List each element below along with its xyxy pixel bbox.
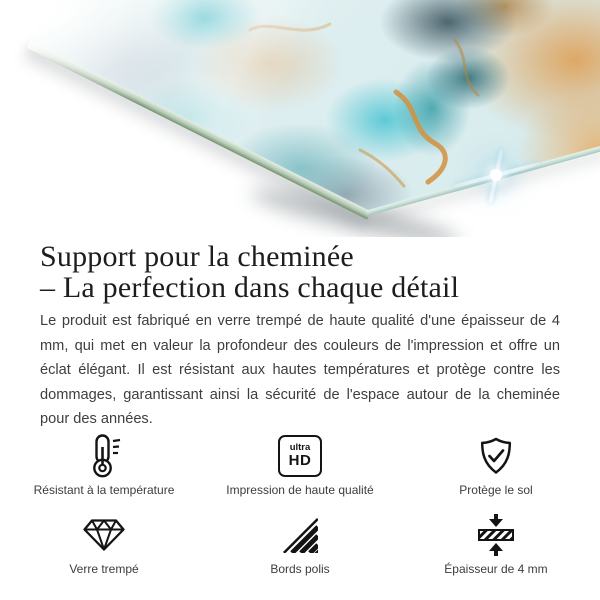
polished-edges-icon bbox=[282, 513, 318, 557]
page-title bbox=[40, 237, 560, 303]
features-grid bbox=[0, 434, 600, 576]
ultra-hd-text-bottom: HD bbox=[288, 452, 312, 470]
feature-label: Résistant à la température bbox=[33, 482, 175, 497]
title-line-1: Support pour la cheminée bbox=[40, 240, 354, 273]
thermometer-icon bbox=[86, 434, 122, 478]
feature-label: Protège le sol bbox=[459, 482, 533, 497]
ultra-hd-text-top: ultra bbox=[289, 442, 311, 454]
shield-check-icon bbox=[476, 434, 516, 478]
product-image bbox=[0, 0, 600, 237]
ultra-hd-icon bbox=[278, 434, 322, 478]
product-copy bbox=[0, 237, 600, 432]
feature-polished-edges bbox=[202, 513, 398, 576]
title-line-2: – La perfection dans chaque détail bbox=[40, 271, 460, 304]
feature-label: Épaisseur de 4 mm bbox=[444, 561, 548, 576]
feature-print-quality bbox=[202, 434, 398, 497]
feature-tempered-glass bbox=[6, 513, 202, 576]
product-description-text: Le produit est fabriqué en verre trempé de haute qualité d'une épaisseur de 4 mm, qui met en valeur la profondeur des couleurs de l'impression et offre un éclat élégant. Il est résistant aux hautes températures et protège contre les dommages, garantissant ainsi la sécurité de l'espace autour de la cheminée pour des années. bbox=[40, 313, 560, 428]
feature-label: Bords polis bbox=[270, 561, 330, 576]
feature-thickness bbox=[398, 513, 594, 576]
feature-temperature-resistant bbox=[6, 434, 202, 497]
feature-floor-protection bbox=[398, 434, 594, 497]
thickness-icon bbox=[476, 513, 516, 557]
diamond-icon bbox=[83, 513, 125, 557]
feature-label: Impression de haute qualité bbox=[226, 482, 374, 497]
feature-label: Verre trempé bbox=[69, 561, 139, 576]
